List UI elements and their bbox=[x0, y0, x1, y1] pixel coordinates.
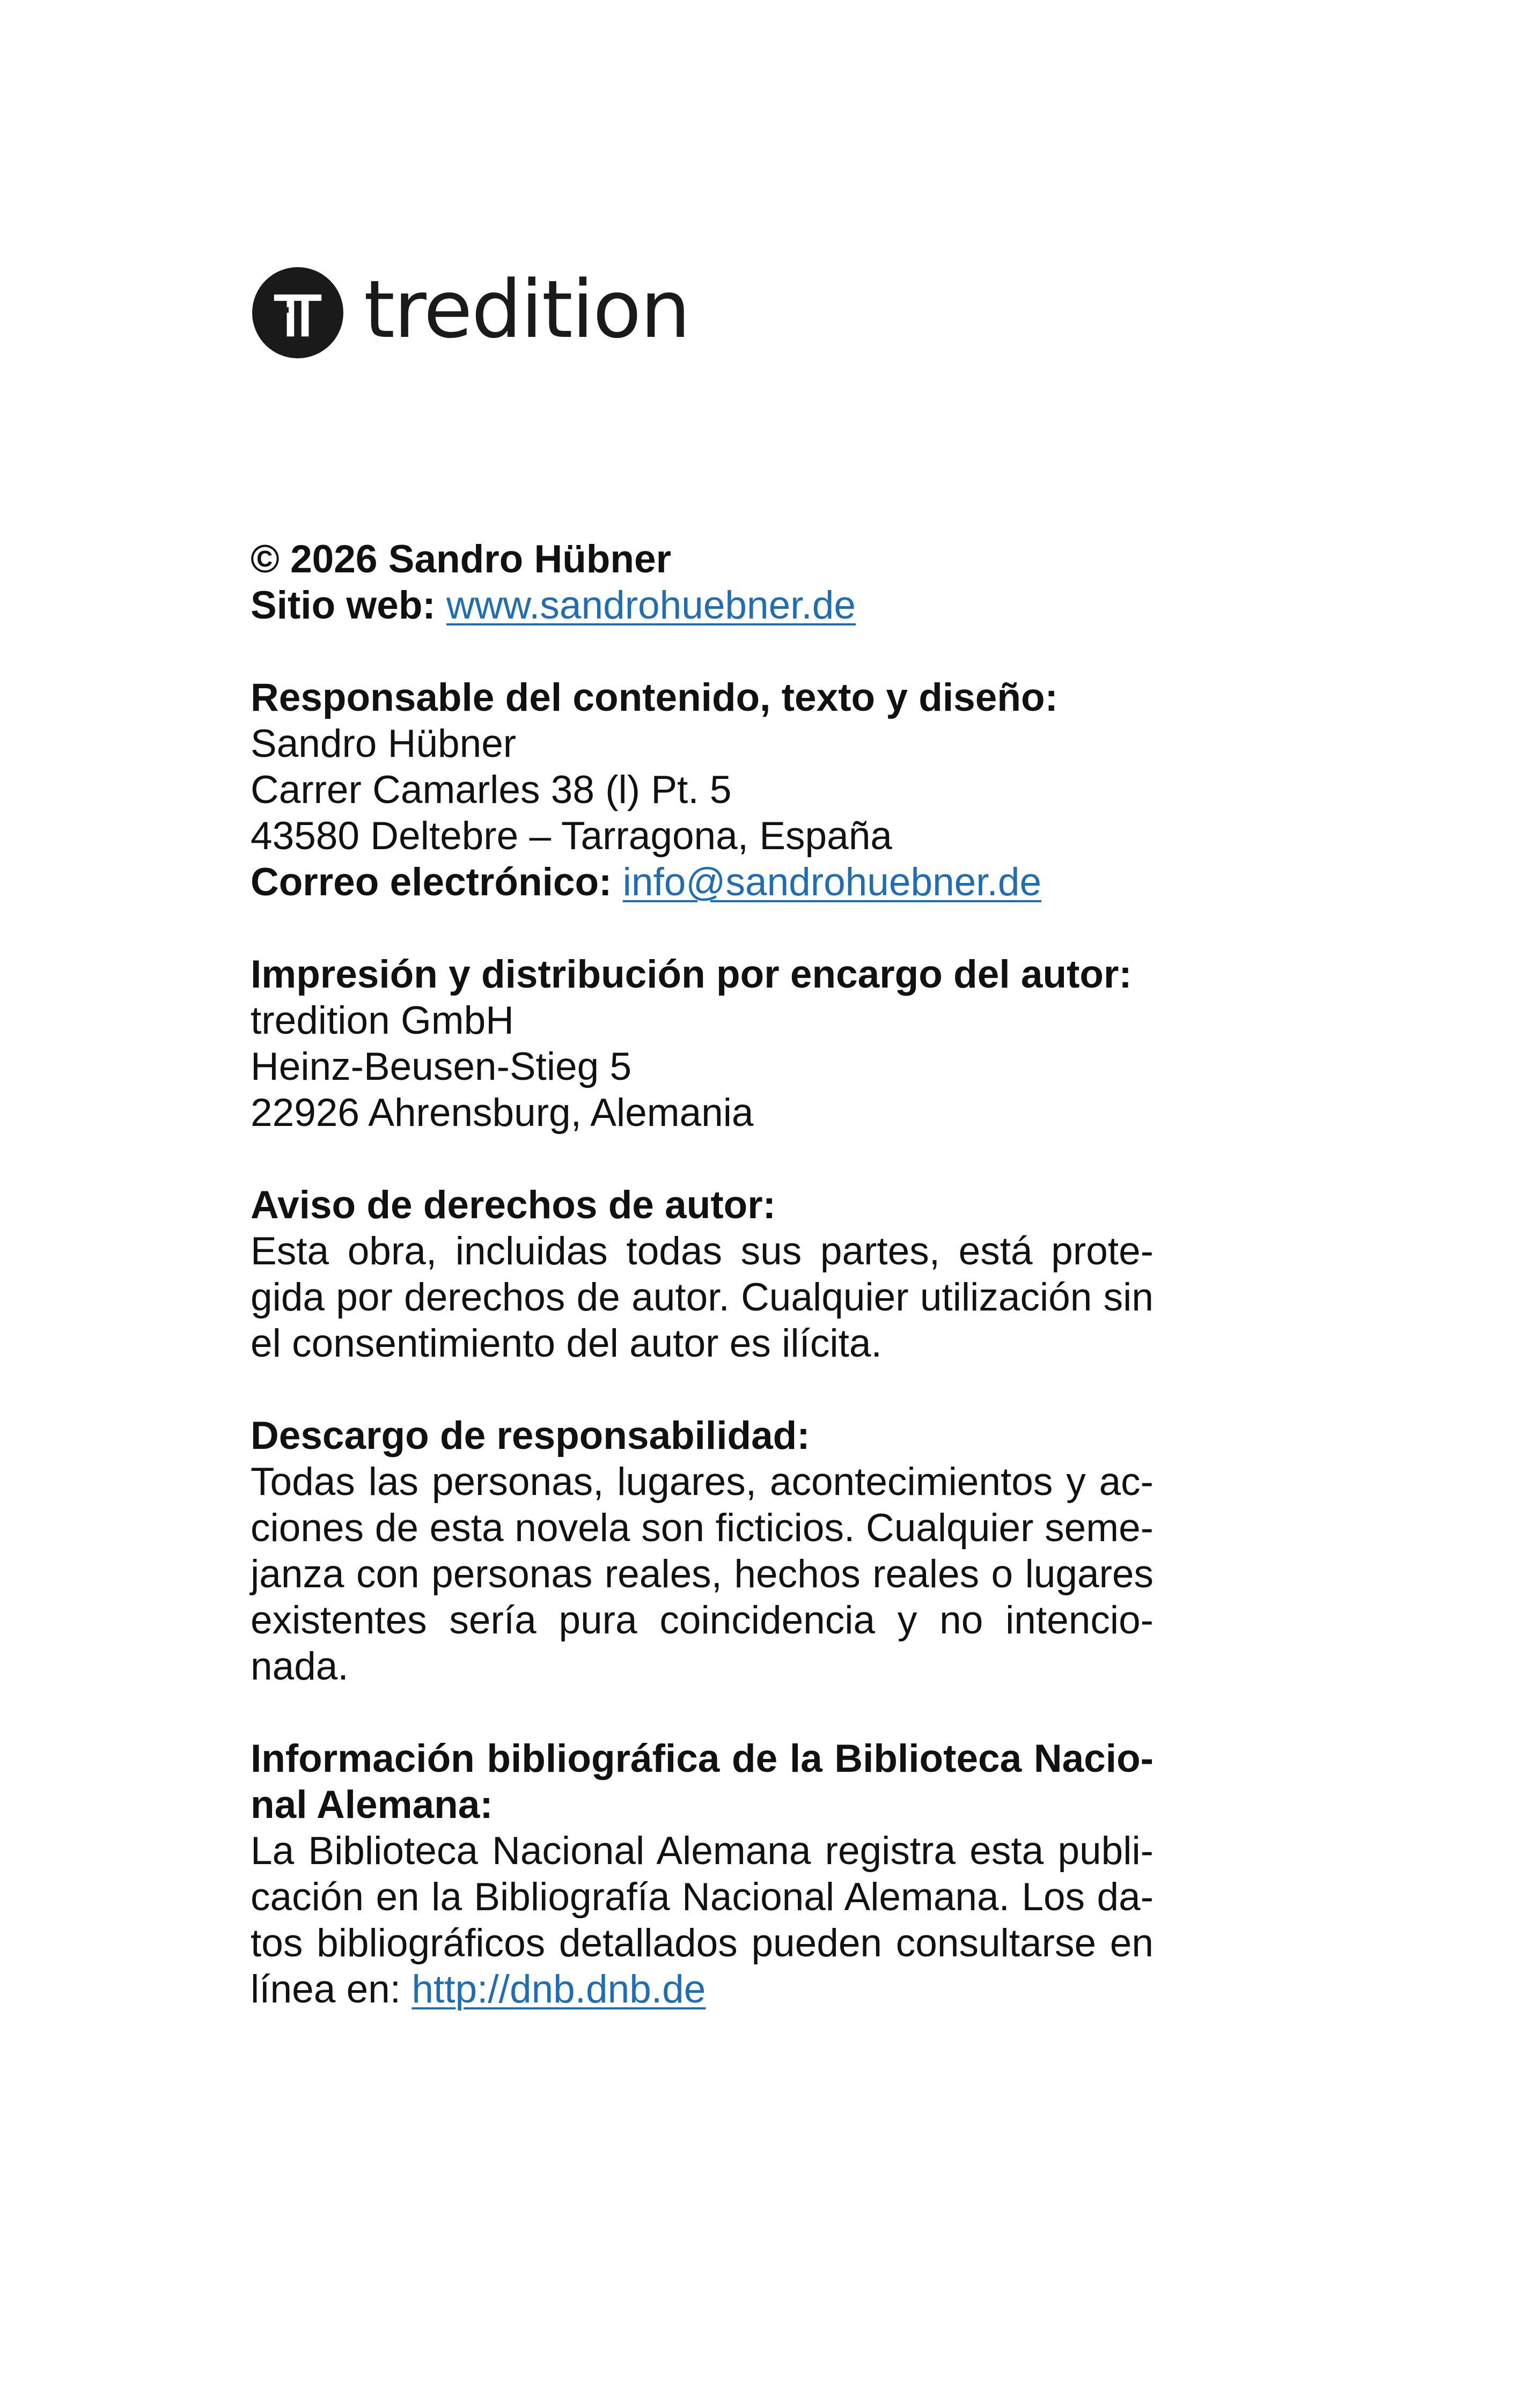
disclaimer-heading: Descargo de responsabilidad: bbox=[251, 1414, 810, 1457]
dnb-link[interactable]: http://dnb.dnb.de bbox=[412, 1968, 706, 2011]
printing-heading: Impresión y distribución por encargo del autor: bbox=[251, 953, 1132, 996]
logo-wordmark: tredition bbox=[364, 263, 690, 356]
printing-street: Heinz-Beusen-Stieg 5 bbox=[251, 1045, 632, 1088]
bibliography-prefix: línea en: bbox=[251, 1968, 401, 2011]
email-link[interactable]: info@sandrohuebner.de bbox=[622, 860, 1042, 904]
copyright-notice-line: Esta obra, incluidas todas sus partes, está prote- bbox=[251, 1229, 1153, 1273]
imprint-page bbox=[251, 536, 1153, 2013]
bibliography-line: tos bibliográficos detallados pueden consultarse en bbox=[251, 1921, 1153, 1965]
copyright-notice-line: gida por derechos de autor. Cualquier utilización sin bbox=[251, 1276, 1153, 1319]
email-label: Correo electrónico: bbox=[251, 860, 612, 904]
responsible-heading: Responsable del contenido, texto y diseño: bbox=[251, 676, 1058, 719]
responsible-street: Carrer Camarles 38 (l) Pt. 5 bbox=[251, 768, 732, 812]
responsible-city: 43580 Deltebre – Tarragona, España bbox=[251, 814, 892, 858]
disclaimer-line: janza con personas reales, hechos reales o lugares bbox=[251, 1552, 1153, 1596]
website-line bbox=[251, 583, 1153, 629]
copyright-notice-line: el consentimiento del autor es ilícita. bbox=[251, 1322, 882, 1365]
email-line bbox=[251, 859, 1153, 905]
copyright-notice-heading: Aviso de derechos de autor: bbox=[251, 1183, 776, 1227]
disclaimer-line: Todas las personas, lugares, acontecimientos y ac- bbox=[251, 1460, 1153, 1504]
printing-city: 22926 Ahrensburg, Alemania bbox=[251, 1091, 754, 1135]
publisher-logo bbox=[252, 263, 690, 358]
bibliography-heading: nal Alemana: bbox=[251, 1783, 493, 1827]
responsible-name: Sandro Hübner bbox=[251, 722, 517, 765]
disclaimer-line: existentes sería pura coincidencia y no intencio- bbox=[251, 1599, 1153, 1642]
tredition-logo-icon bbox=[252, 267, 343, 358]
disclaimer-line: nada. bbox=[251, 1645, 349, 1688]
bibliography-last-line bbox=[251, 1967, 1153, 2013]
bibliography-line: La Biblioteca Nacional Alemana registra esta publi- bbox=[251, 1829, 1153, 1873]
printing-company: tredition GmbH bbox=[251, 999, 514, 1042]
website-label: Sitio web: bbox=[251, 584, 436, 627]
bibliography-line: cación en la Bibliografía Nacional Alemana. Los da- bbox=[251, 1875, 1153, 1919]
bibliography-heading: Información bibliográfica de la Biblioteca Nacio- bbox=[251, 1737, 1153, 1780]
website-link[interactable]: www.sandrohuebner.de bbox=[446, 584, 856, 627]
copyright-line: © 2026 Sandro Hübner bbox=[251, 537, 672, 581]
disclaimer-line: ciones de esta novela son ficticios. Cualquier seme- bbox=[251, 1506, 1153, 1550]
